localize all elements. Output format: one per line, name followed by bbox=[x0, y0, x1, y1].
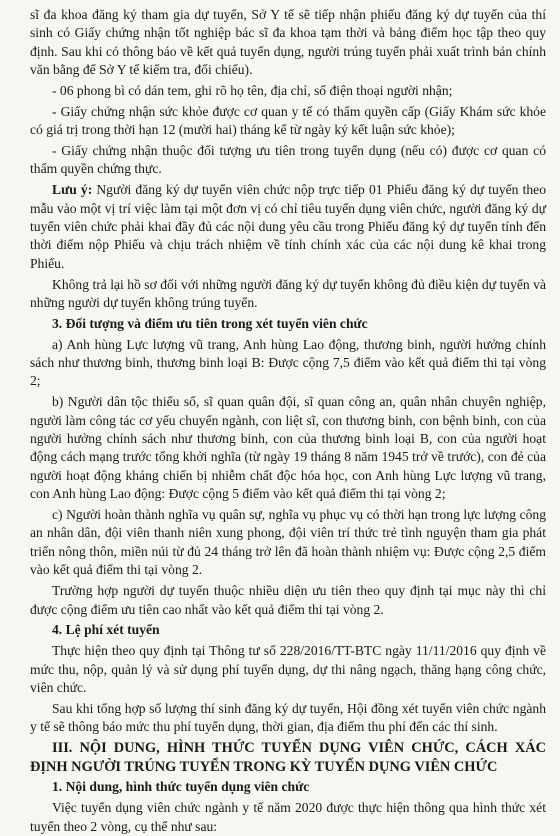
list-item-health-certificate: - Giấy chứng nhận sức khỏe được cơ quan y tế có thẩm quyền cấp (Giấy Khám sức khỏe có giá trị trong thời hạn 12 (mười hai) tháng kể từ ngày ký kết luận sức khỏe); bbox=[30, 103, 546, 138]
paragraph-fee-regulation: Thực hiện theo quy định tại Thông tư số 228/2016/TT-BTC ngày 11/11/2016 quy định về mức thu, nộp, quản lý và sử dụng phí tuyển dụng, dự thi nâng ngạch, thăng hạng công chức, viên chức. bbox=[30, 643, 546, 695]
paragraph-priority-b: b) Người dân tộc thiểu số, sĩ quan quân đội, sĩ quan công an, quân nhân chuyên nghiệp, người làm công tác cơ yếu chuyển ngành, con liệt sĩ, con thương binh, con bệnh binh, con của người hưởng chính sách như thương binh, con của thương binh loại B, con của người hoạt động cách mạng trước tổng khởi nghĩa (từ ngày 19 tháng 8 năm 1945 trở về trước), con đẻ của người hoạt động kháng chiến bị nhiễm chất độc hóa học, con Anh hùng Lực lượng vũ trang, con Anh hùng Lao động: Được cộng 5 điểm vào kết quả điểm thi tại vòng 2; bbox=[30, 394, 546, 502]
section-heading-content-form: 1. Nội dung, hình thức tuyển dụng viên chức bbox=[52, 779, 310, 795]
section-heading-fee: 4. Lệ phí xét tuyển bbox=[52, 622, 160, 638]
chapter-heading-iii: III. NỘI DUNG, HÌNH THỨC TUYỂN DỤNG VIÊN CHỨC, CÁCH XÁC ĐỊNH NGƯỜI TRÚNG TUYỂN TRONG KỲ TUYỂN DỤNG VIÊN CHỨC bbox=[30, 739, 546, 775]
paragraph-priority-c: c) Người hoàn thành nghĩa vụ quân sự, nghĩa vụ phục vụ có thời hạn trong lực lượng công an nhân dân, đội viên thanh niên xung phong, đội viên trí thức trẻ tình nguyện tham gia phát triển nông thôn, miền núi từ đủ 24 tháng trở lên đã hoàn thành nhiệm vụ: Được cộng 2,5 điểm vào kết quả điểm thi tại vòng 2. bbox=[30, 507, 546, 578]
note-text: Người đăng ký dự tuyển viên chức nộp trực tiếp 01 Phiếu đăng ký dự tuyển theo mẫu vào một vị trí việc làm tại một đơn vị có chỉ tiêu tuyển dụng viên chức, người đăng ký dự tuyển viên chức phải khai đầy đủ các nội dung yêu cầu trong Phiếu đăng ký dự tuyển tính đến thời điểm nộp Phiếu và chịu trách nhiệm về tính chính xác của các nội dung kê khai trong Phiếu. bbox=[30, 182, 546, 271]
paragraph-no-return: Không trả lại hồ sơ đối với những người đăng ký dự tuyển không đủ điều kiện dự tuyển và những người dự tuyển không trúng tuyển. bbox=[30, 276, 546, 311]
note-label: Lưu ý: bbox=[52, 182, 93, 198]
paragraph-fee-notice: Sau khi tổng hợp số lượng thí sinh đăng ký dự tuyển, Hội đồng xét tuyển viên chức ngành y tế sẽ thông báo mức thu phí tuyển dụng, thời gian, địa điểm thu phí đến các thí sinh. bbox=[30, 700, 546, 735]
paragraph-multiple-priority: Trường hợp người dự tuyển thuộc nhiều diện ưu tiên theo quy định tại mục này thì chỉ được cộng điểm ưu tiên cao nhất vào kết quả điểm thi tại vòng 2. bbox=[30, 583, 546, 617]
paragraph-application-continued: sĩ đa khoa đăng ký tham gia dự tuyển, Sở Y tế sẽ tiếp nhận phiếu đăng ký dự tuyển của thí sinh có Giấy chứng nhận tốt nghiệp bác sĩ đa khoa tạm thời và bảng điểm học tập theo quy định. Sau khi có thông báo về kết quả tuyển dụng, người trúng tuyển phải xuất trình bản chính văn bằng để Sở Y tế kiểm tra, đối chiếu). bbox=[30, 7, 546, 78]
list-item-envelopes: - 06 phong bì có dán tem, ghi rõ họ tên, địa chỉ, số điện thoại người nhận; bbox=[52, 83, 453, 99]
paragraph-priority-a: a) Anh hùng Lực lượng vũ trang, Anh hùng Lao động, thương binh, người hưởng chính sách như thương binh, thương binh loại B: Được cộng 7,5 điểm vào kết quả điểm thi tại vòng 2; bbox=[30, 336, 546, 389]
list-item-priority-certificate: - Giấy chứng nhận thuộc đối tượng ưu tiên trong tuyển dụng (nếu có) được cơ quan có thẩm quyền chứng thực. bbox=[30, 143, 546, 177]
section-heading-priority: 3. Đối tượng và điểm ưu tiên trong xét tuyển viên chức bbox=[52, 315, 368, 331]
paragraph-note bbox=[30, 181, 546, 273]
paragraph-two-rounds: Việc tuyển dụng viên chức ngành y tế năm 2020 được thực hiện thông qua hình thức xét tuyển theo 2 vòng, cụ thể như sau: bbox=[30, 800, 546, 834]
